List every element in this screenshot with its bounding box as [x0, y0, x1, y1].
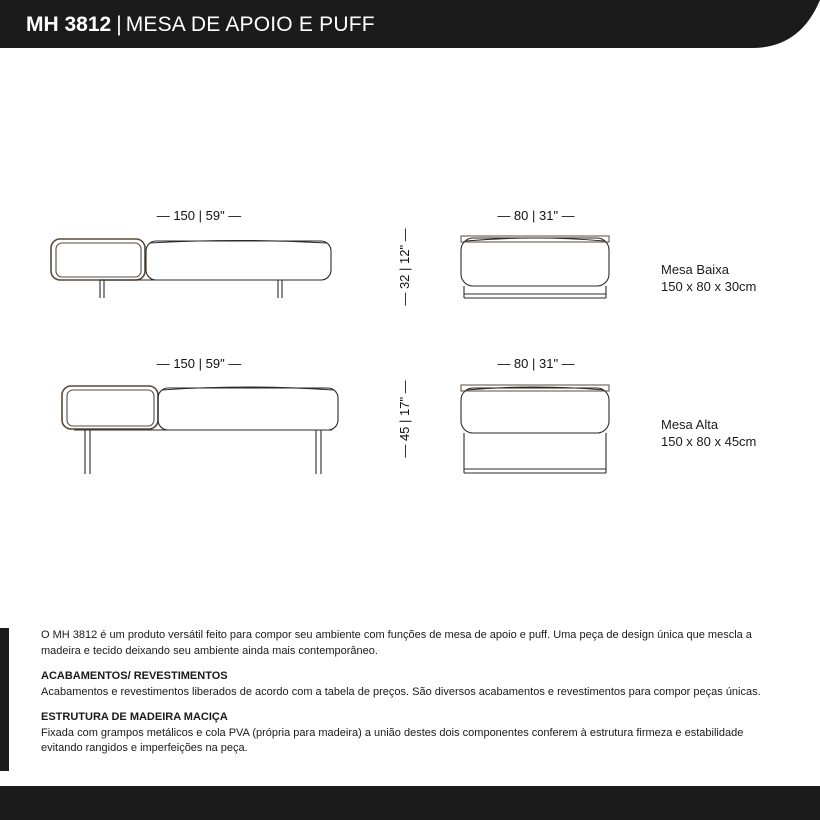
high-depth-dimension: — 80 | 31" —: [497, 356, 575, 371]
low-width-dimension: — 150 | 59" —: [156, 208, 242, 223]
low-table-spec: [661, 261, 756, 295]
high-front-view: [62, 386, 338, 474]
structure-heading: ESTRUTURA DE MADEIRA MACIÇA: [41, 711, 228, 723]
footer-bar: [0, 786, 820, 820]
finishes-section: [41, 669, 781, 700]
finishes-text: Acabamentos e revestimentos liberados de acordo com a tabela de preços. São diversos acabamentos e revestimentos para compor peças únicas.: [41, 685, 761, 698]
low-depth-dimension: — 80 | 31" —: [497, 208, 575, 223]
low-height-dimension: — 32 | 12" —: [397, 228, 412, 306]
high-height-dimension: — 45 | 17" —: [397, 380, 412, 458]
finishes-heading: ACABAMENTOS/ REVESTIMENTOS: [41, 670, 228, 682]
product-description: [41, 628, 781, 757]
high-table-title: Mesa Alta: [661, 417, 719, 432]
intro-text: O MH 3812 é um produto versátil feito para compor seu ambiente com funções de mesa de apoio e puff. Uma peça de design única que mescla a madeira e tecido deixando seu ambiente ainda mais contemporâneo.: [41, 629, 752, 657]
high-side-view: [461, 385, 609, 473]
low-table-size: 150 x 80 x 30cm: [661, 279, 757, 294]
product-name: MESA DE APOIO E PUFF: [125, 13, 375, 36]
structure-section: [41, 710, 781, 757]
low-front-view: [51, 239, 331, 298]
high-table-spec: [661, 416, 756, 450]
low-side-view: [461, 236, 609, 298]
left-accent-bar: [0, 628, 9, 771]
product-code: MH 3812: [26, 13, 112, 36]
structure-text: Fixada com grampos metálicos e cola PVA (própria para madeira) a união destes dois componentes conferem à estrutura firmeza e estabilidade evitando rangidos e imperfeições na peça.: [41, 726, 744, 754]
title-separator: |: [116, 13, 122, 36]
high-width-dimension: — 150 | 59" —: [156, 356, 242, 371]
high-table-size: 150 x 80 x 45cm: [661, 434, 757, 449]
low-table-title: Mesa Baixa: [661, 262, 729, 277]
